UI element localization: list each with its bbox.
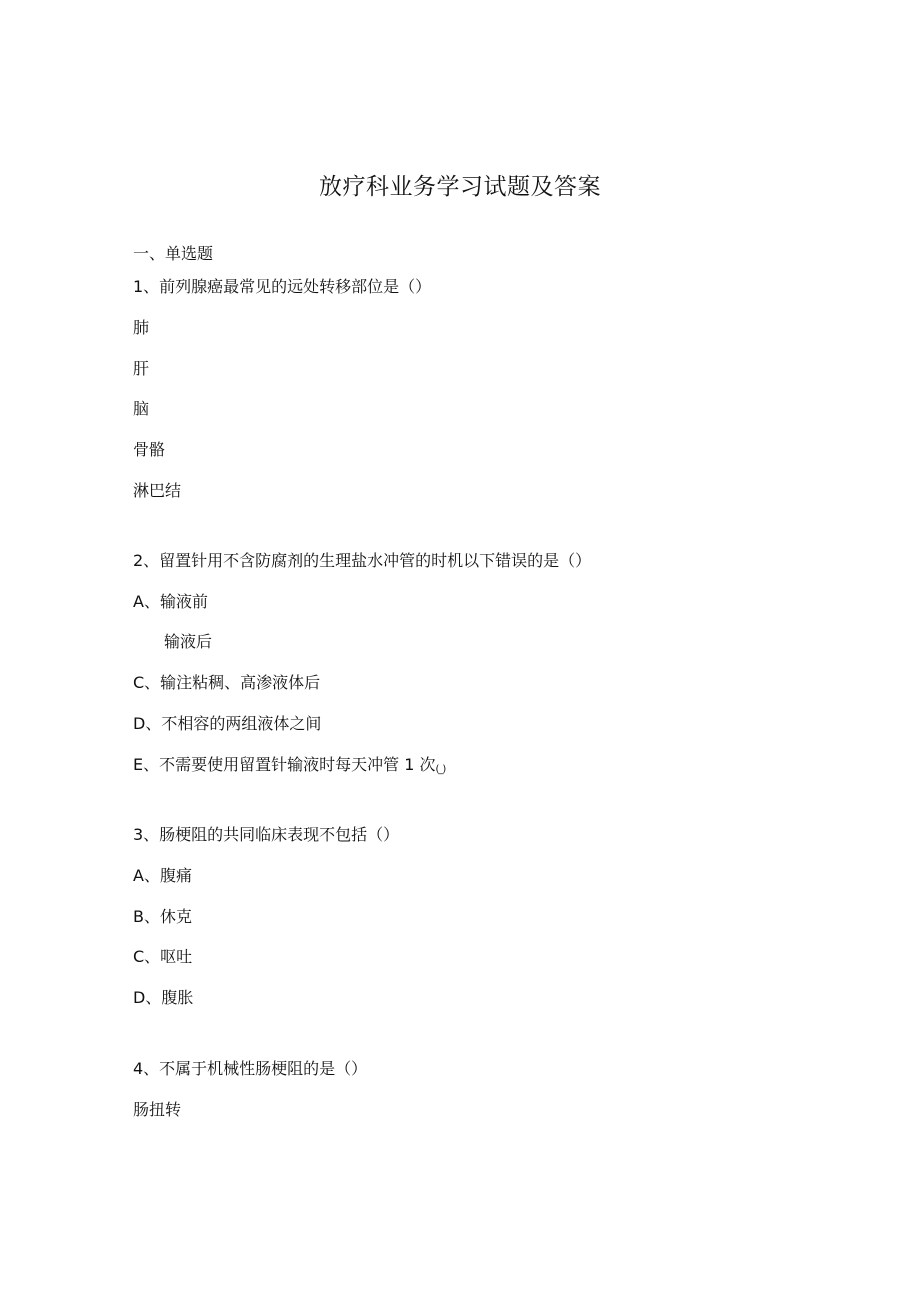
document-title: 放疗科业务学习试题及答案 xyxy=(319,174,601,200)
question-2-option-row xyxy=(133,755,445,780)
question-3-option: A、腹痛 xyxy=(133,866,192,885)
question-4-stem: 4、不属于机械性肠梗阻的是（） xyxy=(133,1059,368,1078)
question-2-stem: 2、留置针用不含防腐剂的生理盐水冲管的时机以下错误的是（） xyxy=(133,551,592,570)
question-1-option: 脑 xyxy=(133,399,150,418)
question-2-option: A、输液前 xyxy=(133,592,208,611)
question-2-option: E、不需要使用留置针输液时每天冲管 1 次 xyxy=(133,755,436,774)
question-1-option: 肺 xyxy=(133,318,150,337)
question-4-option: 肠扭转 xyxy=(133,1100,182,1119)
question-1-option: 肝 xyxy=(133,359,150,378)
question-3-option: D、腹胀 xyxy=(133,988,194,1007)
question-1-option: 淋巴结 xyxy=(133,481,182,500)
question-2-option: D、不相容的两组液体之间 xyxy=(133,714,322,733)
section-heading: 一、单选题 xyxy=(133,244,214,263)
question-3-option: C、呕吐 xyxy=(133,947,193,966)
question-1-stem: 1、前列腺癌最常见的远处转移部位是（） xyxy=(133,277,432,296)
question-3-stem: 3、肠梗阻的共同临床表现不包括（） xyxy=(133,825,400,844)
question-2-option: 输液后 xyxy=(164,632,213,651)
question-3-option: B、休克 xyxy=(133,907,192,926)
question-1-option: 骨骼 xyxy=(133,440,166,459)
question-2-option: C、输注粘稠、高渗液体后 xyxy=(133,673,321,692)
answer-blank-mark: (_) xyxy=(435,764,446,775)
